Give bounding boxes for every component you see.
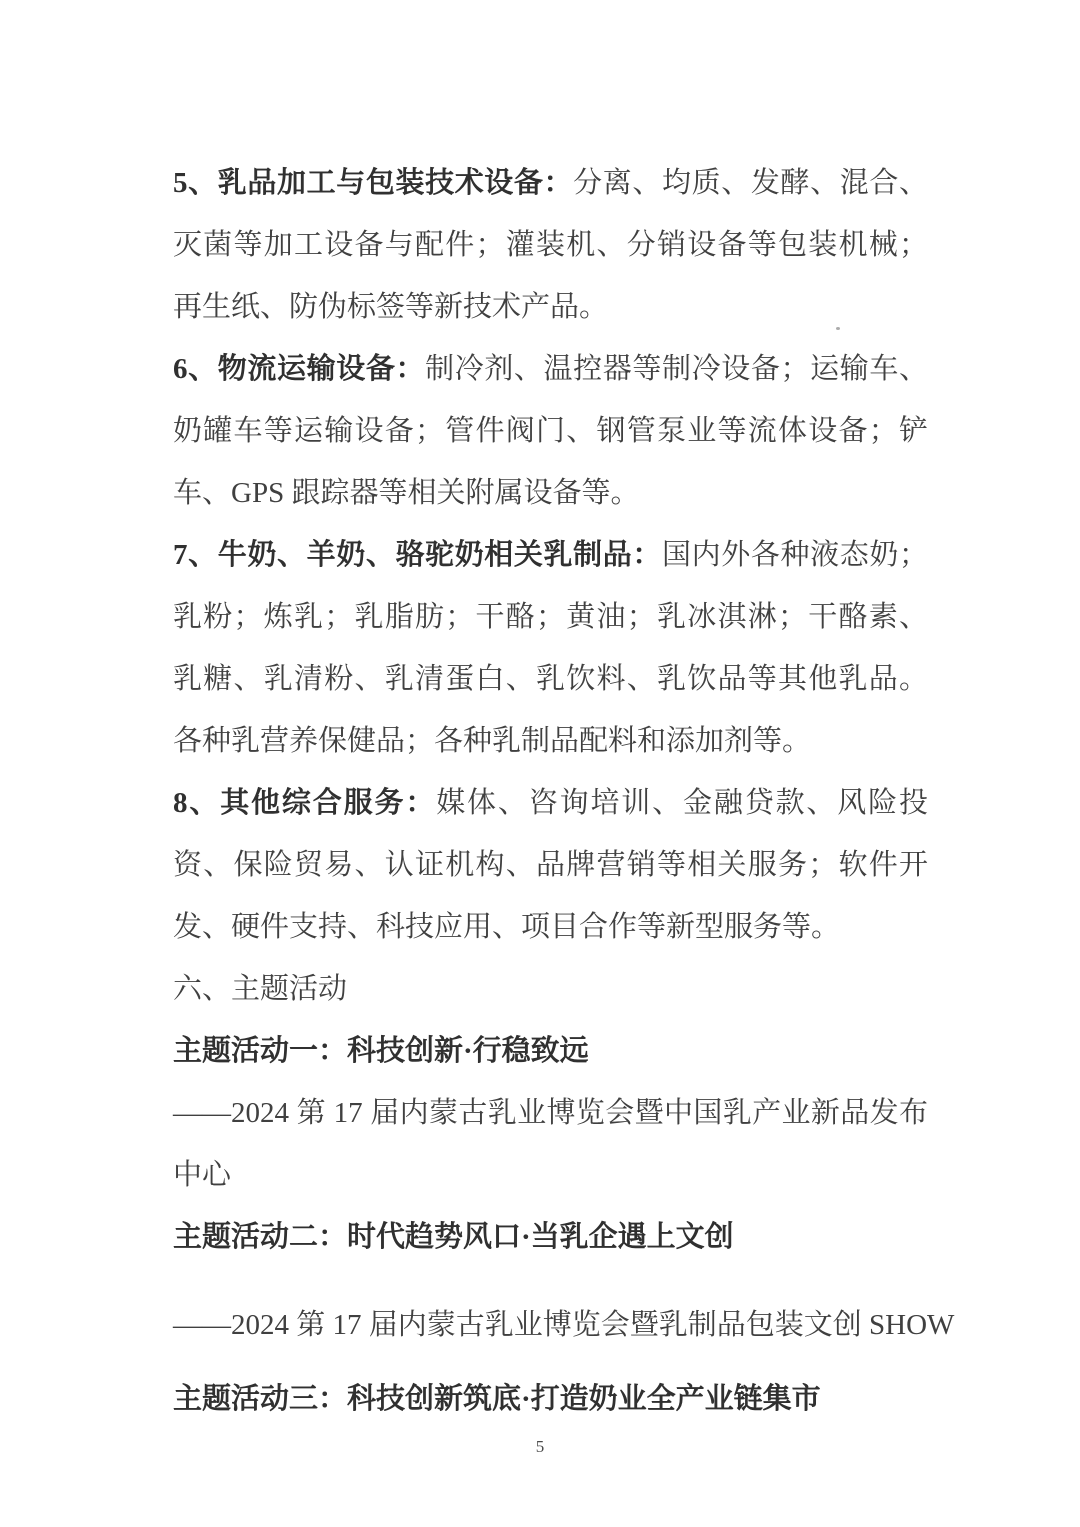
para5-line1-text: 分离、均质、发酵、混合、 xyxy=(573,167,928,199)
para5-line2-text: 灭菌等加工设备与配件；灌装机、分销设备等包装机械； xyxy=(173,229,928,261)
para6-line3 xyxy=(173,462,928,524)
para5-heading: 5、乳品加工与包装技术设备： xyxy=(173,167,574,199)
para6-line1-text: 制冷剂、温控器等制冷设备；运输车、 xyxy=(425,353,928,385)
para5-line3-text: 再生纸、防伪标签等新技术产品。 xyxy=(173,291,609,323)
para8-line3 xyxy=(173,896,928,958)
para8-line2 xyxy=(173,834,928,896)
section6-heading xyxy=(173,958,928,1020)
text-content xyxy=(173,152,955,1430)
theme3-title xyxy=(173,1368,928,1430)
theme2-title xyxy=(173,1206,928,1268)
theme2-subtitle-text: ——2024 第 17 届内蒙古乳业博览会暨乳制品包装文创 SHOW xyxy=(173,1309,955,1341)
para7-line4 xyxy=(173,710,928,772)
para7-line3 xyxy=(173,648,928,710)
theme1-title xyxy=(173,1020,928,1082)
theme2-title-text: 主题活动二：时代趋势风口·当乳企遇上文创 xyxy=(173,1221,734,1253)
para8-line1-text: 媒体、咨询培训、金融贷款、风险投 xyxy=(436,787,928,819)
theme1-subtitle-line1-text: ——2024 第 17 届内蒙古乳业博览会暨中国乳产业新品发布 xyxy=(173,1097,928,1129)
para6-line2 xyxy=(173,400,928,462)
para7-line2-text: 乳粉；炼乳；乳脂肪；干酪；黄油；乳冰淇淋；干酪素、 xyxy=(173,601,928,633)
theme1-subtitle-line2 xyxy=(173,1144,928,1206)
theme2-subtitle xyxy=(173,1294,955,1356)
scan-artifact-dot xyxy=(836,327,840,330)
para7-line1 xyxy=(173,524,928,586)
page-number: 5 xyxy=(535,1437,545,1456)
para8-line3-text: 发、硬件支持、科技应用、项目合作等新型服务等。 xyxy=(173,911,841,943)
para5-line2 xyxy=(173,214,928,276)
para7-line1-text: 国内外各种液态奶； xyxy=(662,539,928,571)
para6-line3-text: 车、GPS 跟踪器等相关附属设备等。 xyxy=(173,477,640,509)
para5-line1 xyxy=(173,152,928,214)
theme3-title-text: 主题活动三：科技创新筑底·打造奶业全产业链集市 xyxy=(173,1383,821,1415)
para6-line1 xyxy=(173,338,928,400)
section6-heading-text: 六、主题活动 xyxy=(173,973,348,1005)
theme1-subtitle-line2-text: 中心 xyxy=(173,1159,232,1191)
para7-line3-text: 乳糖、乳清粉、乳清蛋白、乳饮料、乳饮品等其他乳品。 xyxy=(173,663,928,695)
para8-line1 xyxy=(173,772,928,834)
para8-heading: 8、其他综合服务： xyxy=(173,787,437,819)
para7-line2 xyxy=(173,586,928,648)
para7-heading: 7、牛奶、羊奶、骆驼奶相关乳制品： xyxy=(173,539,663,571)
para7-line4-text: 各种乳营养保健品；各种乳制品配料和添加剂等。 xyxy=(173,725,812,757)
para6-line2-text: 奶罐车等运输设备；管件阀门、钢管泵业等流体设备；铲 xyxy=(173,415,928,447)
para5-line3 xyxy=(173,276,928,338)
para6-heading: 6、物流运输设备： xyxy=(173,353,426,385)
theme1-title-text: 主题活动一：科技创新·行稳致远 xyxy=(173,1035,589,1067)
para8-line2-text: 资、保险贸易、认证机构、品牌营销等相关服务；软件开 xyxy=(173,849,928,881)
theme1-subtitle-line1 xyxy=(173,1082,928,1144)
